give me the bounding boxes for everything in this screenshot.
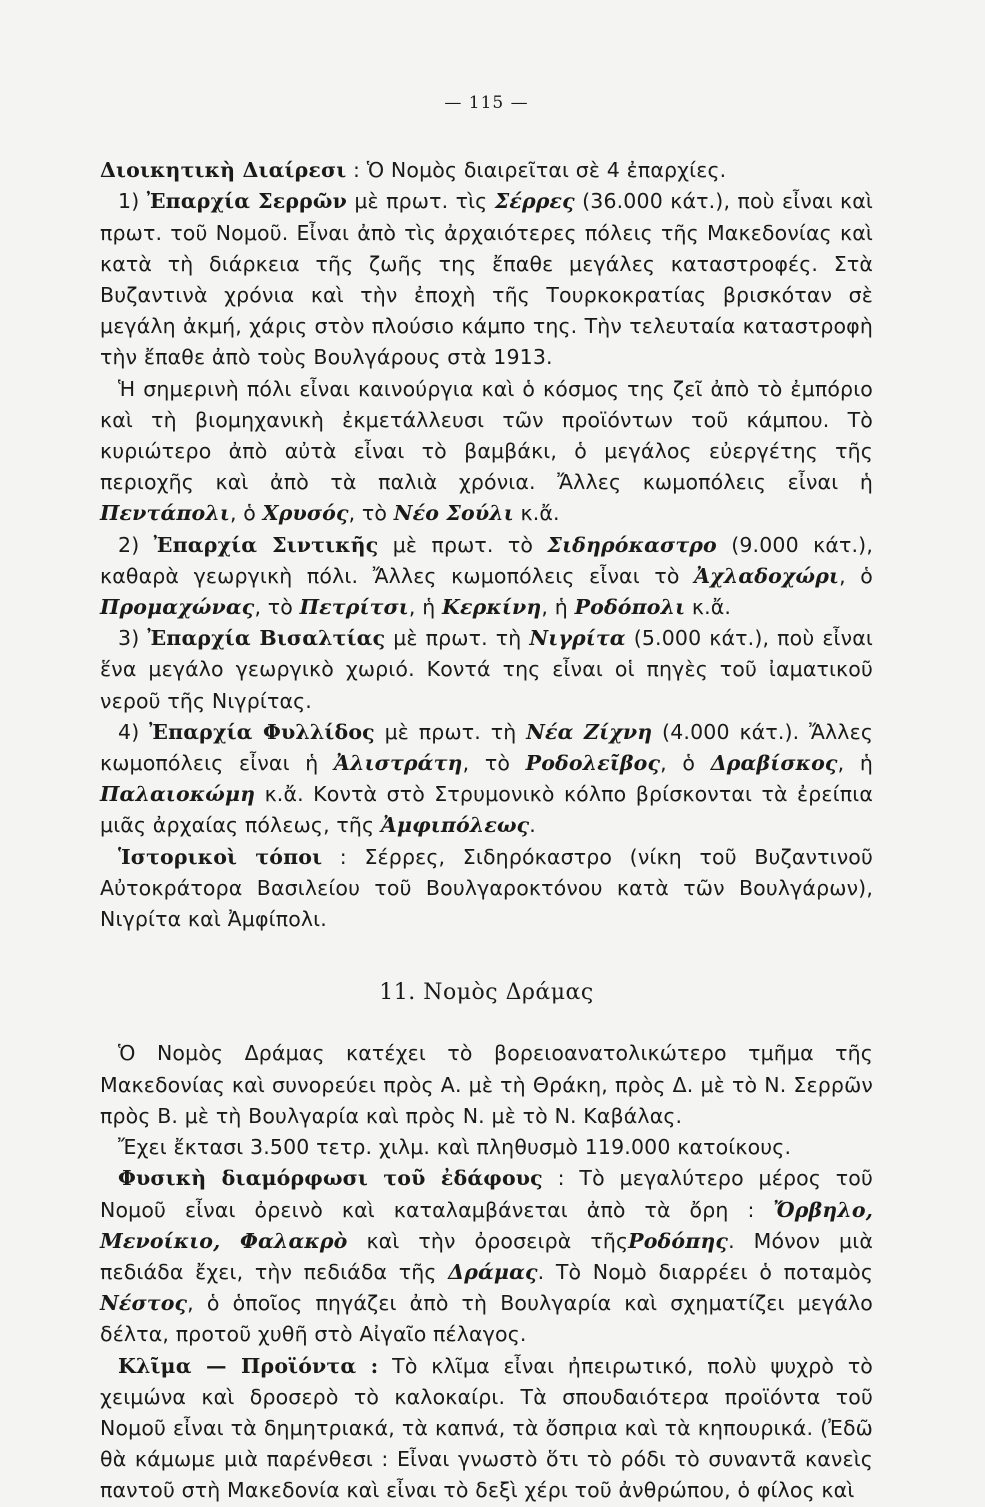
place-name: Ροδόπης [628, 1228, 729, 1253]
text-span: κ.ἄ. [513, 501, 560, 526]
text-span: καὶ τὴν ὀροσειρὰ τῆς [347, 1228, 629, 1253]
text-span: . Μόνον μιὰ πεδιάδα ἔχει, τὴν πεδιάδα τῆς [100, 1228, 873, 1284]
heading-province-fyllida: Ἐπαρχία Φυλλίδος [149, 719, 375, 744]
text-span: : Τὸ μεγαλύτερο μέρος τοῦ Νομοῦ εἶναι ὀρεινὸ καὶ καταλαμβάνεται ἀπὸ τὰ ὄρη : [100, 1166, 873, 1222]
heading-province-sintiki: Ἐπαρχία Σιντικῆς [153, 532, 379, 557]
text-span: (5.000 κάτ.), ποὺ εἶναι ἕνα μεγάλο γεωργικὸ χωριό. Κοντά της εἶναι οἱ πηγὲς τοῦ ἰαματικοῦ νεροῦ τῆς Νιγρίτας. [100, 626, 873, 713]
text-span: , ἡ [837, 751, 873, 776]
text-span: , ὁ [660, 751, 711, 776]
heading-climate: Κλῖμα — Προϊόντα : [118, 1353, 379, 1378]
place-name: Προμαχώνας [100, 595, 255, 620]
text-span: , ὁ ὁποῖος πηγάζει ἀπὸ τὴ Βουλγαρία καὶ σχηματίζει μεγάλο δέλτα, προτοῦ χυθῆ στὸ Αἰγαῖο πέλαγος. [100, 1291, 873, 1347]
text-span: 2) [118, 532, 154, 557]
paragraph-province-sintiki [100, 530, 873, 624]
paragraph-drama-climate [100, 1351, 873, 1507]
text-span: , τὸ [462, 751, 526, 776]
place-name: Ροδόπολι [574, 595, 686, 620]
place-name: Νέστος [100, 1291, 188, 1316]
place-name: Παλαιοκώμη [100, 782, 256, 807]
place-name: Δράμας [448, 1259, 538, 1284]
text-span: 4) [118, 719, 150, 744]
place-name: Ἀχλαδοχώρι [694, 563, 840, 588]
place-name: Χρυσός [262, 501, 349, 526]
paragraph-province-fyllida [100, 717, 873, 842]
text-span: , τὸ [348, 501, 394, 526]
place-name: Πεντάπολι [100, 501, 230, 526]
text-span: , ὁ [229, 501, 263, 526]
text-span: Ἡ σημερινὴ πόλι εἶναι καινούργια καὶ ὁ κόσμος της ζεῖ ἀπὸ τὸ ἐμπόριο καὶ τὴ βιομηχανικὴ ἐκμετάλλευσι τῶν προϊόντων τοῦ κάμπου. Τὸ κυριώτερο ἀπὸ αὐτὰ εἶναι τὸ βαμβάκι, ὁ μεγάλος εὐεργέτης τῆς περιοχῆς καὶ ἀπὸ τὰ παλιὰ χρόνια. Ἄλλες κωμοπόλεις εἶναι ἡ [100, 376, 873, 495]
place-name: Ἀλιστράτη [334, 751, 463, 776]
text-span: κ.ἄ. [685, 595, 732, 620]
place-name: Νέα Ζίχνη [526, 719, 653, 744]
paragraph-province-serres [100, 186, 873, 373]
place-name: Σιδηρόκαστρο [547, 532, 717, 557]
text-span: Ὁ Νομὸς Δράμας κατέχει τὸ βορειοανατολικώτερο τμῆμα τῆς Μακεδονίας καὶ συνορεύει πρὸς Α. μὲ τὴ Θράκη, πρὸς Δ. μὲ τὸ Ν. Σερρῶν πρὸς Β. μὲ τὴ Βουλγαρία καὶ πρὸς Ν. μὲ τὸ Ν. Καβάλας. [100, 1041, 873, 1128]
text-span: (9.000 κάτ.), καθαρὰ γεωργικὴ πόλι. Ἄλλες κωμοπόλεις εἶναι τὸ [100, 532, 873, 588]
text-span: . Τὸ Νομὸ διαρρέει ὁ ποταμὸς [537, 1259, 873, 1284]
place-name: Ὄρβηλο, Μενοίκιο, Φαλακρὸ [100, 1197, 873, 1253]
text-span: , ἡ [541, 595, 575, 620]
text-span: μὲ πρωτ. τὸ [378, 532, 548, 557]
text-span: κ.ἄ. Κοντὰ στὸ Στρυμονικὸ κόλπο βρίσκονται τὰ ἐρείπια μιᾶς ἀρχαίας πόλεως, τῆς [100, 782, 873, 838]
text-span: 3) [118, 626, 148, 651]
place-name: Πετρίτσι [299, 595, 409, 620]
paragraph-drama-area [100, 1132, 873, 1163]
place-name: Δραβίσκος [710, 751, 838, 776]
text-span: (36.000 κάτ.), ποὺ εἶναι καὶ πρωτ. τοῦ Νομοῦ. Εἶναι ἀπὸ τὶς ἀρχαιότερες πόλεις τῆς Μακεδονίας καὶ κατὰ τὴ διάρκεια τῆς ζωῆς της ἔπαθε μεγάλες καταστροφές. Στὰ Βυζαντινὰ χρόνια καὶ τὴν ἐποχὴ τῆς Τουρκοκρατίας βρισκόταν σὲ μεγάλη ἀκμή, χάρις στὸν πλούσιο κάμπο της. Τὴν τελευταία καταστροφὴ τὴν ἔπαθε ἀπὸ τοὺς Βουλγάρους στὰ 1913. [100, 189, 873, 370]
place-name: Ἀμφιπόλεως [380, 813, 530, 838]
place-name: Κερκίνη [442, 595, 542, 620]
text-span: : Σέρρες, Σιδηρόκαστρο (νίκη τοῦ Βυζαντινοῦ Αὐτοκράτορα Βασιλείου τοῦ Βουλγαροκτόνου κατὰ τῶν Βουλγάρων), Νιγρίτα καὶ Ἀμφίπολι. [100, 844, 873, 932]
paragraph-province-visaltia [100, 623, 873, 717]
text-span: μὲ πρωτ. τὴ [374, 719, 527, 744]
heading-administrative-division: Διοικητικὴ Διαίρεσι [100, 158, 347, 183]
place-name: Νιγρίτα [529, 626, 626, 651]
place-name: Ροδολεῖβος [525, 751, 661, 776]
text-span: 1) [118, 189, 147, 214]
text-span: Τὸ κλῖμα εἶναι ἠπειρωτικό, πολὺ ψυχρὸ τὸ χειμώνα καὶ δροσερὸ τὸ καλοκαίρι. Τὰ σπουδαιότερα προϊόντα τοῦ Νομοῦ εἶναι τὰ δημητριακά, τὰ καπνά, τὰ ὄσπρια καὶ τὰ κηπουρικά. (Ἐδῶ θὰ κάμωμε μιὰ παρένθεσι : Εἶναι γνωστὸ ὅτι τὸ ρόδι τὸ συναντᾶ κανεὶς παντοῦ στὴ Μακεδονία καὶ εἶναι τὸ δεξὶ χέρι τοῦ ἀνθρώπου, ὁ φίλος καὶ [100, 1353, 873, 1503]
paragraph-administrative-division [100, 155, 873, 186]
heading-province-visaltia: Ἐπαρχία Βισαλτίας [147, 626, 386, 651]
paragraph-drama-borders [100, 1038, 873, 1132]
text-span: , τὸ [254, 595, 300, 620]
paragraph-historic-places [100, 842, 873, 936]
text-span: : Ὁ Νομὸς διαιρεῖται σὲ 4 ἐπαρχίες. [346, 158, 727, 183]
text-span: , ἡ [408, 595, 443, 620]
section-title: 11. Νομὸς Δράμας [379, 980, 594, 1006]
text-span: (4.000 κάτ.). Ἄλλες κωμοπόλεις εἶναι ἡ [100, 719, 873, 776]
text-span: , ὁ [839, 563, 873, 588]
heading-terrain: Φυσικὴ διαμόρφωσι τοῦ ἐδάφους [118, 1166, 543, 1191]
text-span: μὲ πρωτ. τὴ [385, 626, 530, 651]
heading-province-serres: Ἐπαρχία Σερρῶν [146, 189, 347, 214]
text-span: μὲ πρωτ. τὶς [346, 189, 495, 214]
paragraph-serres-today [100, 374, 873, 530]
place-name: Νέο Σούλι [393, 501, 514, 526]
paragraph-drama-terrain [100, 1163, 873, 1350]
place-name: Σέρρες [494, 189, 575, 214]
text-span: . [529, 813, 536, 838]
heading-historic-places: Ἱστορικοὶ τόποι [118, 844, 323, 869]
text-span: Ἔχει ἔκτασι 3.500 τετρ. χιλμ. καὶ πληθυσμὸ 119.000 κατοίκους. [118, 1135, 792, 1160]
page-number: — 115 — [444, 93, 529, 113]
